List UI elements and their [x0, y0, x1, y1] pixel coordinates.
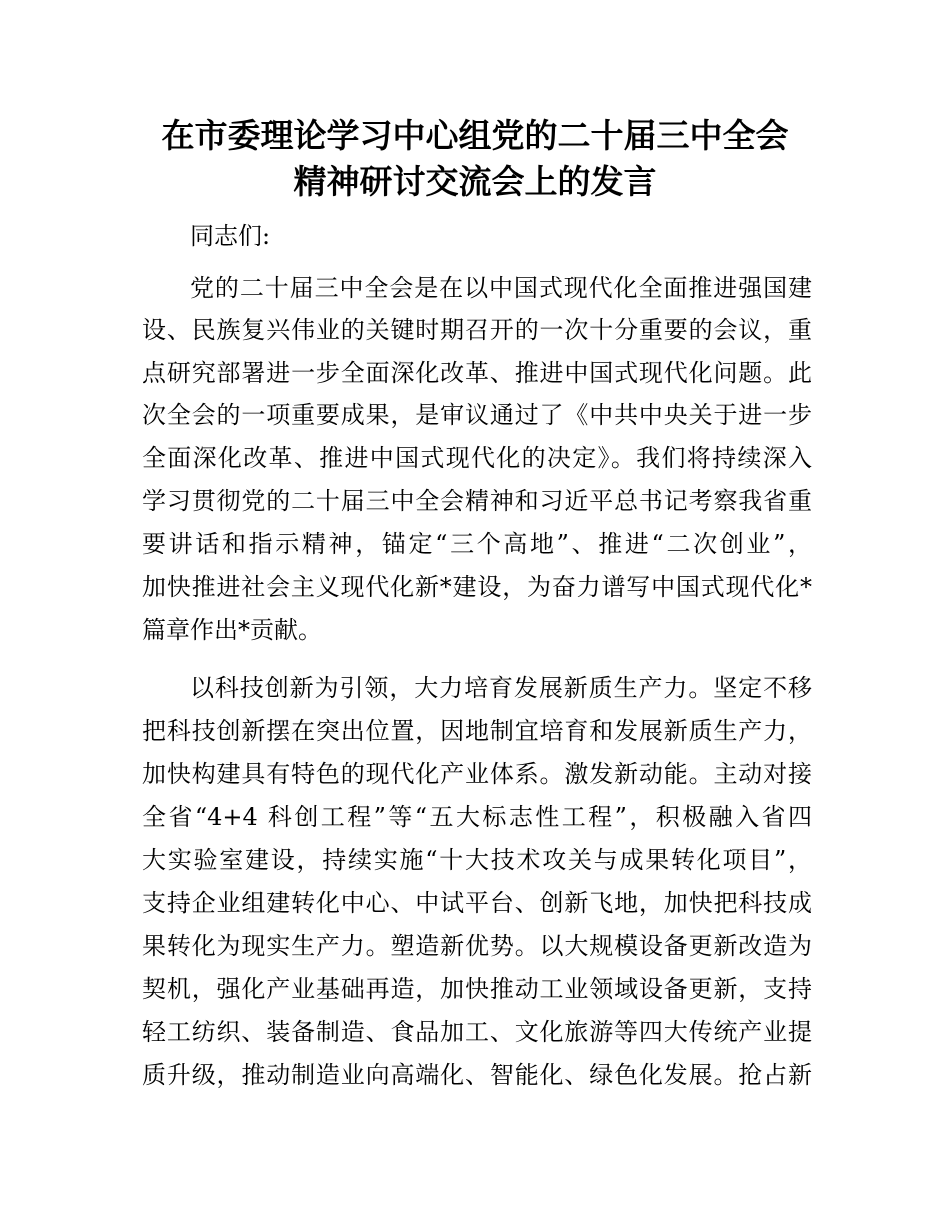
paragraph-1-line: 加快推进社会主义现代化新*建设，为奋力谱写中国式现代化* [142, 573, 812, 601]
paragraph-2-line: 把科技创新摆在突出位置，因地制宜培育和发展新质生产力， [142, 717, 812, 745]
paragraph-2-line: 果转化为现实生产力。塑造新优势。以大规模设备更新改造为 [142, 932, 812, 960]
document-title-line-1: 在市委理论学习中心组党的二十届三中全会 [161, 116, 789, 155]
salutation: 同志们: [190, 222, 271, 250]
paragraph-2-line: 契机，强化产业基础再造，加快推动工业领域设备更新，支持 [142, 975, 812, 1003]
paragraph-2-line: 全省“4+4 科创工程”等“五大标志性工程”，积极融入省四 [142, 803, 812, 831]
paragraph-1-line: 设、民族复兴伟业的关键时期召开的一次十分重要的会议，重 [142, 316, 812, 344]
paragraph-2-line: 大实验室建设，持续实施“十大技术攻关与成果转化项目”， [142, 846, 812, 874]
paragraph-1-line: 篇章作出*贡献。 [142, 616, 322, 644]
paragraph-1-line: 全面深化改革、推进中国式现代化的决定》。我们将持续深入 [142, 444, 812, 472]
paragraph-1-line: 学习贯彻党的二十届三中全会精神和习近平总书记考察我省重 [142, 487, 812, 515]
paragraph-2-line: 支持企业组建转化中心、中试平台、创新飞地，加快把科技成 [142, 889, 812, 917]
document-title-line-2: 精神研讨交流会上的发言 [293, 162, 657, 201]
paragraph-2-line: 加快构建具有特色的现代化产业体系。激发新动能。主动对接 [142, 760, 812, 788]
paragraph-1-line: 次全会的一项重要成果，是审议通过了《中共中央关于进一步 [142, 401, 812, 429]
paragraph-2-line: 质升级，推动制造业向高端化、智能化、绿色化发展。抢占新 [142, 1061, 812, 1089]
paragraph-2-line: 以科技创新为引领，大力培育发展新质生产力。坚定不移 [190, 674, 812, 702]
paragraph-1-line: 党的二十届三中全会是在以中国式现代化全面推进强国建 [190, 274, 812, 302]
paragraph-2-line: 轻工纺织、装备制造、食品加工、文化旅游等四大传统产业提 [142, 1018, 812, 1046]
paragraph-1-line: 点研究部署进一步全面深化改革、推进中国式现代化问题。此 [142, 359, 812, 387]
paragraph-1-line: 要讲话和指示精神，锚定“三个高地”、推进“二次创业”， [142, 530, 812, 558]
